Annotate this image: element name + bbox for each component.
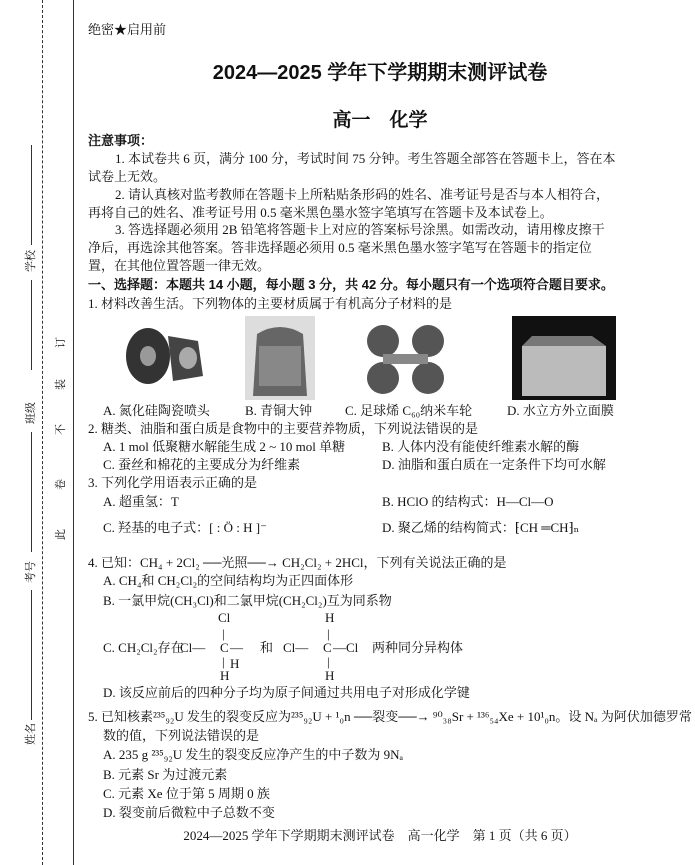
note-line: 净后，再选涂其他答案。答非选择题必须用 0.5 毫米黑色墨水签字笔写在答题卡的指定位 — [88, 240, 592, 255]
class-underline — [31, 280, 32, 370]
atom: H — [220, 668, 230, 683]
page-footer: 2024—2025 学年下学期期末测评试卷 高一化学 第 1 页（共 6 页） — [183, 828, 577, 843]
atom: H — [325, 610, 335, 625]
q5-option-d: D. 裂变前后微粒中子总数不变 — [103, 805, 275, 820]
q2-stem: 2. 糖类、油脂和蛋白质是食物中的主要营养物质，下列说法错误的是 — [88, 421, 479, 436]
atom: —Cl — [333, 640, 359, 655]
q4-option-a: A. CH₄和 CH₂Cl₂的空间结构均为正四面体形 — [103, 573, 354, 588]
q2-option-a: A. 1 mol 低聚糖水解能生成 2 ~ 10 mol 单糖 — [103, 439, 346, 454]
q5-stem-cont: 数的值，下列说法错误的是 — [103, 728, 260, 743]
q2-option-b: B. 人体内没有能使纤维素水解的酶 — [382, 439, 580, 454]
subject-title: 高一 化学 — [332, 110, 428, 131]
q2-option-c: C. 蚕丝和棉花的主要成分为纤维素 — [103, 457, 301, 472]
q3-option-a: A. 超重氢：T — [103, 494, 179, 509]
q4-option-b: B. 一氯甲烷(CH₃Cl)和二氯甲烷(CH₂Cl₂)互为同系物 — [103, 593, 392, 608]
water-cube-image — [512, 316, 616, 400]
ceramic-nozzle-image — [118, 316, 210, 400]
bond: | — [327, 626, 330, 641]
name-underline — [31, 590, 32, 720]
structural-formula-1 — [180, 610, 250, 683]
note-line: 再将自己的姓名、准考证号用 0.5 毫米黑色墨水签字笔填写在答题卡及本试卷上。 — [88, 205, 553, 220]
name-label: 姓名 — [25, 723, 37, 745]
bond: | — [222, 654, 225, 669]
q4-stem: 4. 已知：CH₄ + 2Cl₂ ──光照──→ CH₂Cl₂ + 2HCl，下列有关说法正确的是 — [88, 555, 507, 570]
q1-option-b: B. 青铜大钟 — [245, 403, 313, 418]
exam-no-underline — [31, 432, 32, 552]
bond: | — [327, 654, 330, 669]
bond: | — [222, 626, 225, 641]
q2-option-d: D. 油脂和蛋白质在一定条件下均可水解 — [382, 457, 606, 472]
q4-option-d: D. 该反应前后的四种分子均为原子间通过共用电子对形成化学键 — [103, 685, 470, 700]
secret-label: 绝密★启用前 — [88, 22, 167, 37]
q5-stem: 5. 已知核素²³⁵₉₂U 发生的裂变反应为²³⁵₉₂U + ¹₀n ──裂变──→ ⁹⁰₃₈Sr + ¹³⁶₅₄Xe + 10¹₀n。设 Nₐ 为阿伏加德罗常 — [88, 709, 692, 724]
isomer-text: 两种同分异构体 — [372, 640, 464, 655]
q1-option-d: D. 水立方外立面膜 — [507, 403, 614, 418]
atom: H — [325, 668, 335, 683]
note-line: 1. 本试卷共 6 页，满分 100 分，考试时间 75 分钟。考生答题全部答在答题卡上，答在本 — [115, 151, 616, 166]
atom: C — [323, 640, 332, 655]
bronze-bell-image — [245, 316, 315, 400]
q3-option-c: C. 羟基的电子式：[ : Ö : H ]⁻ — [103, 520, 267, 535]
atom: —H — [230, 640, 243, 671]
q3-option-b: B. HClO 的结构式：H—Cl—O — [382, 494, 554, 509]
q5-option-b: B. 元素 Sr 为过渡元素 — [103, 767, 228, 782]
q3-stem: 3. 下列化学用语表示正确的是 — [88, 475, 258, 490]
q5-option-c: C. 元素 Xe 位于第 5 周期 0 族 — [103, 786, 270, 801]
binding-char: 此 — [55, 529, 67, 540]
q3-option-d: D. 聚乙烯的结构简式：⁅CH ═CH⁆ₙ — [382, 520, 580, 535]
and-text: 和 — [260, 640, 274, 655]
q4-option-c: C. CH₂Cl₂存在 — [103, 640, 184, 655]
school-underline — [31, 145, 32, 245]
q1-option-c: C. 足球烯 C₆₀纳米车轮 — [345, 403, 473, 418]
exam-no-label: 考号 — [25, 561, 37, 583]
note-line: 试卷上无效。 — [88, 169, 167, 184]
class-label: 班级 — [25, 402, 37, 424]
note-line: 2. 请认真核对监考教师在答题卡上所粘贴条形码的姓名、准考证号是否与本人相符合， — [115, 187, 610, 202]
q1-option-a: A. 氮化硅陶瓷喷头 — [103, 403, 210, 418]
q1-stem: 1. 材料改善生活。下列物体的主要材质属于有机高分子材料的是 — [88, 296, 453, 311]
section-heading: 一、选择题：本题共 14 小题，每小题 3 分，共 42 分。每小题只有一个选项符合题目要求。 — [88, 277, 614, 292]
notes-heading: 注意事项： — [88, 133, 154, 148]
fullerene-nanocar-image — [358, 316, 450, 400]
exam-title: 2024—2025 学年下学期期末测评试卷 — [212, 62, 548, 84]
binding-char: 订 — [55, 337, 67, 348]
binding-char: 不 — [55, 424, 67, 435]
binding-char: 装 — [55, 379, 67, 390]
atom: Cl— — [180, 640, 206, 655]
school-label: 学校 — [25, 250, 37, 272]
note-line: 3. 答选择题必须用 2B 铅笔将答题卡上对应的答案标号涂黑。如需改动，请用橡皮擦干 — [115, 222, 605, 237]
q5-option-a: A. 235 g ²³⁵₉₂U 发生的裂变反应净产生的中子数为 9Nₐ — [103, 747, 404, 762]
structural-formula-2 — [283, 610, 363, 683]
atom: Cl— — [283, 640, 309, 655]
atom: C — [220, 640, 229, 655]
atom: Cl — [218, 610, 231, 625]
binding-char: 卷 — [55, 479, 67, 490]
note-line: 置，在其他位置答题一律无效。 — [88, 258, 271, 273]
